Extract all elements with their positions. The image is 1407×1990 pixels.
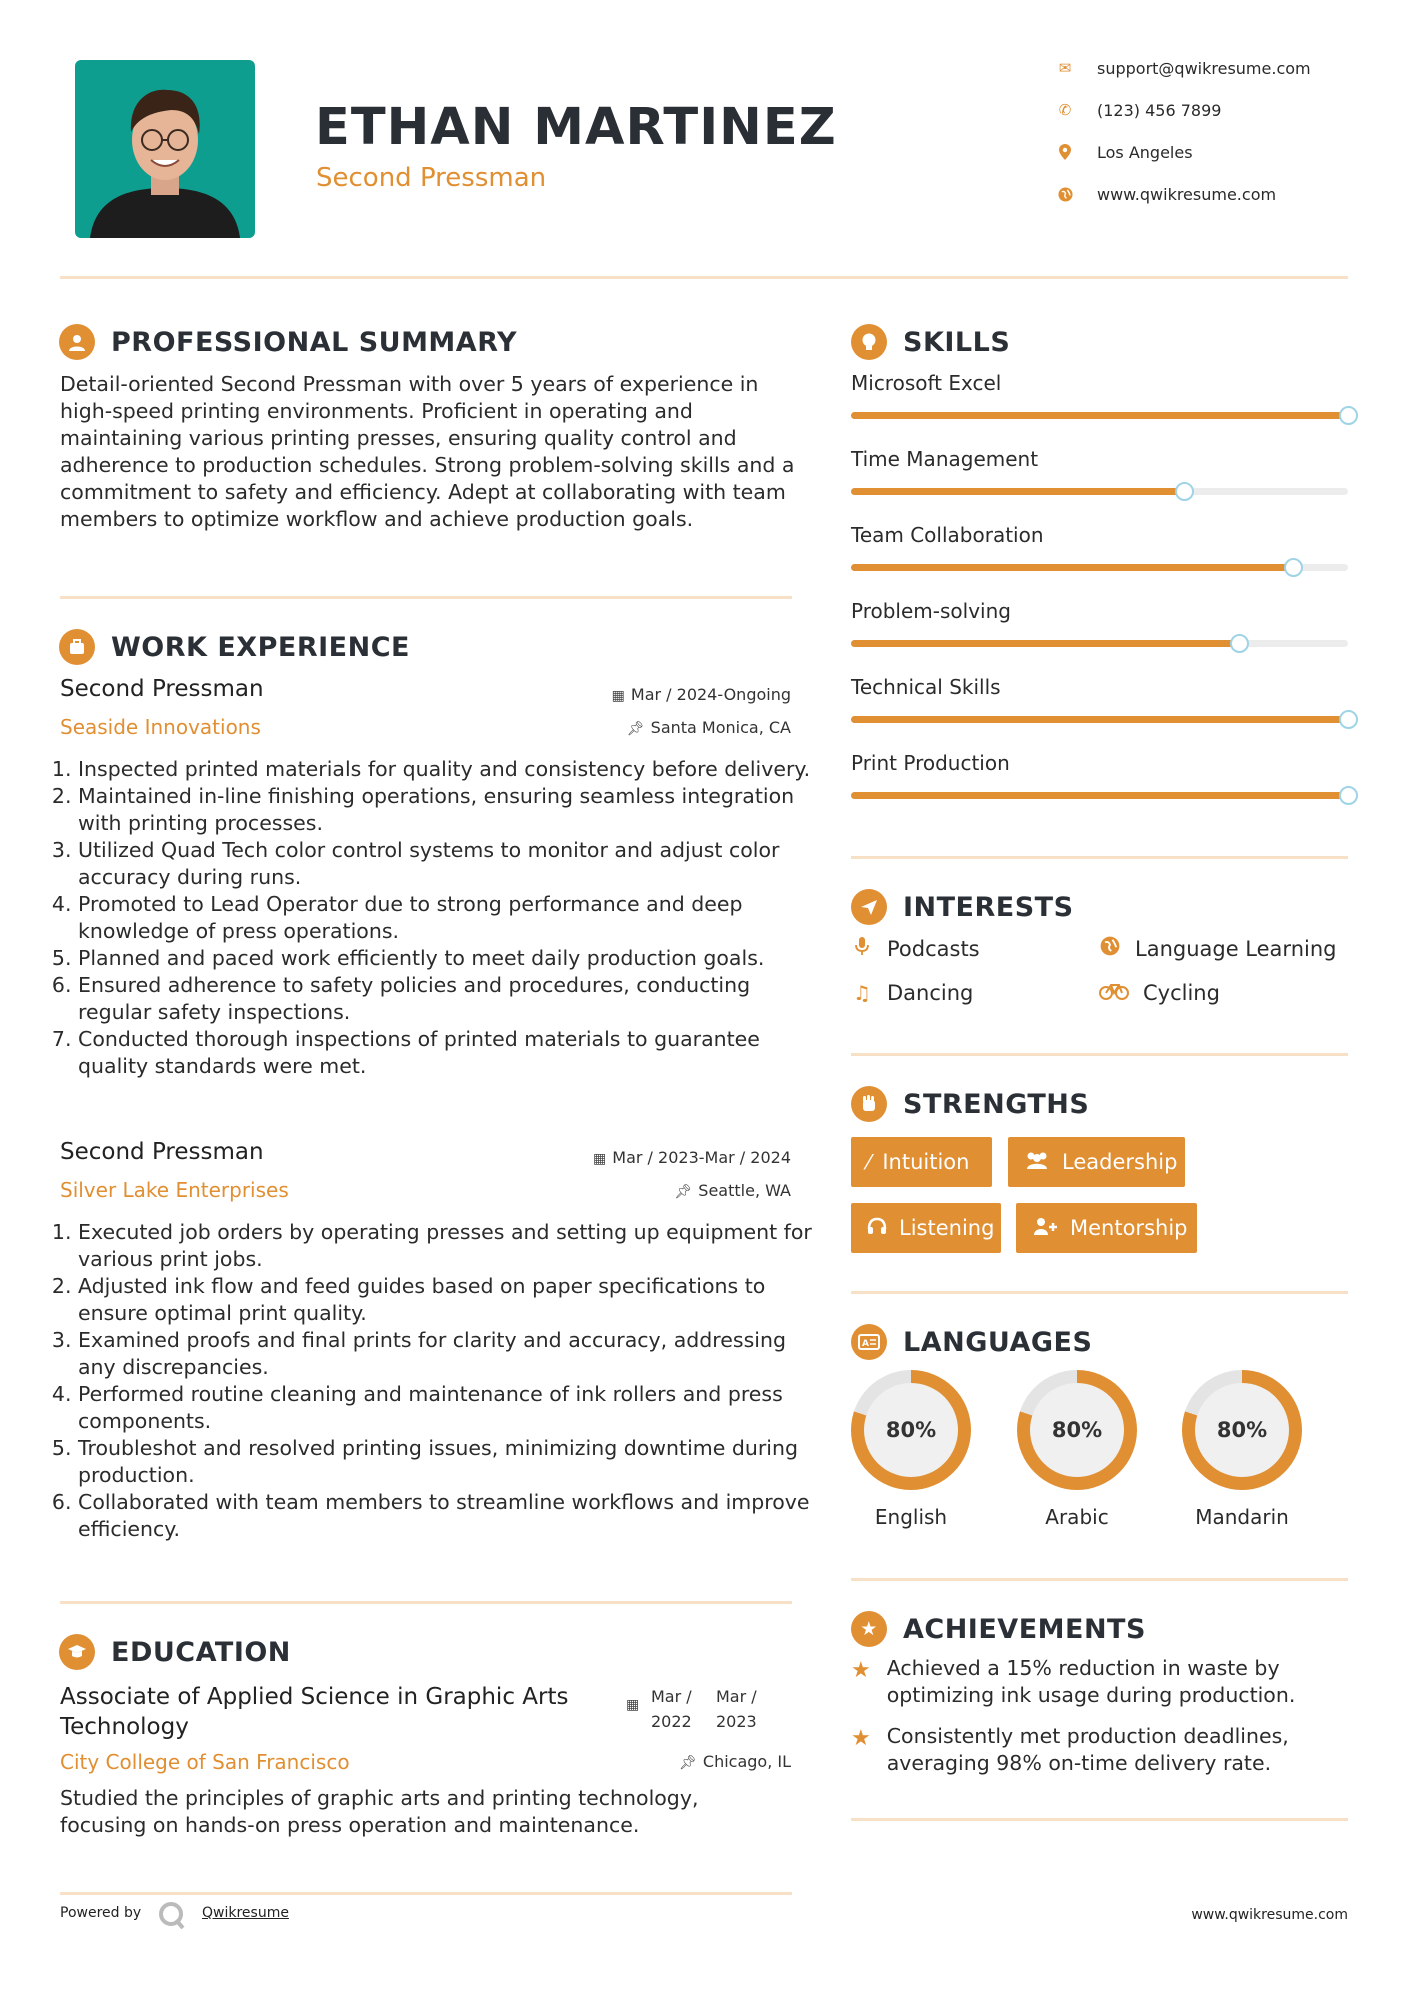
interest-podcasts: [851, 936, 980, 961]
experience-divider: [60, 1601, 792, 1604]
list-item: 3. Utilized Quad Tech color control systems to monitor and adjust color accuracy during runs.: [78, 837, 818, 891]
job-1-location: [627, 718, 791, 737]
contact-phone-text: (123) 456 7899: [1097, 100, 1222, 120]
svg-text:A: A: [862, 1339, 870, 1349]
experience-title: WORK EXPERIENCE: [111, 631, 410, 663]
job-2-date: [593, 1148, 791, 1167]
contact-website-text: www.qwikresume.com: [1097, 184, 1277, 204]
list-item: 2. Adjusted ink flow and feed guides based on paper specifications to ensure optimal print quality.: [78, 1273, 818, 1327]
calendar-icon: ▦: [626, 1697, 640, 1713]
languages-heading: [851, 1324, 1092, 1360]
list-item: 4. Promoted to Lead Operator due to strong performance and deep knowledge of press operations.: [78, 891, 818, 945]
contact-email-text: support@qwikresume.com: [1097, 58, 1311, 78]
skill-bar-knob: [1339, 786, 1358, 805]
job-2-duties: [56, 1219, 818, 1543]
paper-plane-icon: [851, 889, 887, 925]
contact-phone[interactable]: [1055, 100, 1221, 120]
education-date-start: Mar / 2022: [651, 1687, 692, 1731]
skill-bar-knob: [1230, 634, 1249, 653]
list-item: 2. Maintained in-line finishing operations, ensuring seamless integration with printing processes.: [78, 783, 818, 837]
footer-divider-left: [60, 1892, 792, 1895]
interest-label: Podcasts: [887, 936, 980, 961]
headphones-icon: [867, 1216, 887, 1240]
job-1-date-text: Mar / 2024-Ongoing: [630, 685, 791, 704]
language-percent: 80%: [864, 1383, 958, 1477]
strength-intuition: [851, 1137, 992, 1187]
powered-by-label: Powered by: [60, 1905, 142, 1921]
skills-heading: [851, 324, 1010, 360]
skill-bar-fill: [851, 564, 1293, 571]
user-icon: [59, 324, 95, 360]
map-pin-icon: [1055, 142, 1075, 162]
skill-label: Team Collaboration: [851, 523, 1044, 547]
contact-location-text: Los Angeles: [1097, 142, 1193, 162]
interest-language-learning: [1099, 936, 1336, 961]
skill-label: Technical Skills: [851, 675, 1001, 699]
calendar-icon: ▦: [593, 1151, 607, 1167]
candidate-role: Second Pressman: [316, 163, 547, 193]
achievement-item: [851, 1655, 1331, 1709]
briefcase-icon: [59, 629, 95, 665]
achievements-title: ACHIEVEMENTS: [903, 1613, 1146, 1645]
qwikresume-link[interactable]: Qwikresume: [202, 1905, 289, 1921]
summary-text: Detail-oriented Second Pressman with over 5 years of experience in high-speed printing environments. Proficient in operating and maintaining various printing presses, ensuring quality control and adherence to production schedules. Strong problem-solving skills and a commitment to safety and efficiency. Adept at collaborating with team members to optimize workflow and achieve production goals.: [60, 372, 795, 531]
job-1-location-text: Santa Monica, CA: [650, 718, 791, 737]
summary-heading: [59, 324, 517, 360]
skill-bar-fill: [851, 640, 1239, 647]
skill-bar-fill: [851, 488, 1184, 495]
contact-website[interactable]: [1055, 184, 1276, 204]
shooting-star-icon: ★: [851, 1658, 871, 1683]
skill-bar: [851, 716, 1348, 723]
experience-heading: [59, 629, 410, 665]
skill-bar-knob: [1284, 558, 1303, 577]
user-plus-icon: [1032, 1216, 1058, 1240]
globe-icon: [1055, 184, 1075, 204]
interests-divider: [851, 1053, 1348, 1056]
pushpin-icon: 📌︎: [674, 1184, 693, 1200]
shooting-star-icon: ★: [851, 1726, 871, 1751]
interest-label: Language Learning: [1135, 936, 1337, 961]
language-label: Mandarin: [1195, 1505, 1289, 1529]
achievement-text: Achieved a 15% reduction in waste by optimizing ink usage during production.: [886, 1656, 1296, 1707]
strength-label: Listening: [899, 1216, 995, 1240]
list-item: 5. Troubleshot and resolved printing issues, minimizing downtime during production.: [78, 1435, 818, 1489]
strengths-title: STRENGTHS: [903, 1088, 1090, 1120]
achievement-item: [851, 1723, 1331, 1777]
strengths-divider: [851, 1291, 1348, 1294]
skill-bar: [851, 488, 1348, 495]
skills-divider: [851, 856, 1348, 859]
education-date-end: Mar / 2023: [716, 1687, 757, 1731]
summary-divider: [60, 596, 792, 599]
language-progress-ring: [1182, 1370, 1302, 1490]
calendar-icon: ▦: [611, 688, 625, 704]
microphone-icon: [851, 936, 873, 961]
profile-photo: [75, 60, 255, 238]
skill-bar: [851, 640, 1348, 647]
language-progress-ring: [851, 1370, 971, 1490]
job-2-company: Silver Lake Enterprises: [60, 1178, 289, 1202]
list-item: 4. Performed routine cleaning and maintenance of ink rollers and press components.: [78, 1381, 818, 1435]
skills-title: SKILLS: [903, 326, 1011, 358]
list-item: 5. Planned and paced work efficiently to meet daily production goals.: [78, 945, 818, 972]
footer-website-link[interactable]: www.qwikresume.com: [1191, 1907, 1348, 1923]
list-item: 1. Executed job orders by operating presses and setting up equipment for various print jobs.: [78, 1219, 818, 1273]
skill-label: Print Production: [851, 751, 1010, 775]
strength-label: Mentorship: [1070, 1216, 1188, 1240]
music-note-icon: ♫: [853, 981, 871, 1005]
lightbulb-icon: [851, 324, 887, 360]
list-item: 6. Ensured adherence to safety policies and procedures, conducting regular safety inspections.: [78, 972, 818, 1026]
skill-bar-knob: [1339, 406, 1358, 425]
strength-listening: [851, 1203, 1001, 1253]
bicycle-icon: [1099, 981, 1129, 1005]
users-icon: [1024, 1150, 1050, 1174]
interest-label: Dancing: [887, 981, 974, 1005]
qwikresume-logo-icon: [156, 1900, 188, 1934]
skill-bar: [851, 792, 1348, 799]
education-description: Studied the principles of graphic arts and printing technology, focusing on hands-on press operation and maintenance.: [60, 1786, 699, 1837]
education-location-text: Chicago, IL: [702, 1752, 791, 1771]
phone-icon: ✆: [1058, 101, 1072, 119]
interests-title: INTERESTS: [903, 891, 1074, 923]
languages-title: LANGUAGES: [903, 1326, 1093, 1358]
strength-label: Intuition: [882, 1150, 970, 1174]
pushpin-icon: 📌︎: [626, 721, 645, 737]
interests-heading: [851, 889, 1074, 925]
job-2-location-text: Seattle, WA: [698, 1181, 791, 1200]
job-2-location: [675, 1181, 791, 1200]
education-heading: [59, 1634, 291, 1670]
job-2-title: Second Pressman: [60, 1139, 264, 1165]
skill-bar-fill: [851, 412, 1348, 419]
skill-bar-knob: [1175, 482, 1194, 501]
magic-wand-icon: ⁄: [867, 1150, 871, 1174]
achievements-divider: [851, 1818, 1348, 1821]
language-card-icon: [851, 1324, 887, 1360]
job-1-duties: [56, 756, 818, 1080]
school-name: City College of San Francisco: [60, 1750, 350, 1774]
header-divider: [60, 276, 1348, 279]
star-badge-icon: ★: [851, 1611, 887, 1647]
strength-label: Leadership: [1062, 1150, 1178, 1174]
skill-label: Time Management: [851, 447, 1039, 471]
language-percent: 80%: [1030, 1383, 1124, 1477]
fist-icon: [851, 1086, 887, 1122]
skill-bar-fill: [851, 716, 1348, 723]
language-label: English: [874, 1505, 948, 1529]
degree-title: Associate of Applied Science in Graphic Arts Technology: [60, 1684, 569, 1740]
list-item: 1. Inspected printed materials for quality and consistency before delivery.: [78, 756, 818, 783]
interest-dancing: [851, 981, 973, 1005]
graduation-icon: [59, 1634, 95, 1670]
education-title: EDUCATION: [111, 1636, 291, 1668]
skill-label: Problem-solving: [851, 599, 1011, 623]
summary-title: PROFESSIONAL SUMMARY: [111, 326, 518, 358]
language-percent: 80%: [1195, 1383, 1289, 1477]
interest-label: Cycling: [1143, 981, 1220, 1005]
contact-location: [1055, 142, 1193, 162]
list-item: 6. Collaborated with team members to streamline workflows and improve efficiency.: [78, 1489, 818, 1543]
education-location: [679, 1752, 791, 1771]
envelope-icon: ✉: [1058, 59, 1072, 77]
globe-icon: [1099, 936, 1121, 961]
list-item: 7. Conducted thorough inspections of printed materials to guarantee quality standards were met.: [78, 1026, 818, 1080]
person-avatar-icon: [75, 60, 255, 238]
achievement-text: Consistently met production deadlines, averaging 98% on-time delivery rate.: [886, 1724, 1289, 1775]
contact-email[interactable]: [1055, 58, 1311, 78]
skill-bar: [851, 564, 1348, 571]
language-label: Arabic: [1045, 1505, 1109, 1529]
skill-bar-fill: [851, 792, 1348, 799]
skill-bar-knob: [1339, 710, 1358, 729]
candidate-name: ETHAN MARTINEZ: [315, 98, 837, 157]
list-item: 3. Examined proofs and final prints for clarity and accuracy, addressing any discrepancies.: [78, 1327, 818, 1381]
job-1-date: [612, 685, 791, 704]
languages-divider: [851, 1578, 1348, 1581]
job-1-title: Second Pressman: [60, 676, 264, 702]
skill-label: Microsoft Excel: [851, 371, 1002, 395]
pushpin-icon: 📌︎: [679, 1755, 697, 1771]
interest-cycling: [1099, 981, 1220, 1005]
job-1-company: Seaside Innovations: [60, 715, 261, 739]
strength-leadership: [1008, 1137, 1185, 1187]
achievements-heading: [851, 1611, 1146, 1647]
job-2-date-text: Mar / 2023-Mar / 2024: [612, 1148, 791, 1167]
strengths-heading: [851, 1086, 1089, 1122]
skill-bar: [851, 412, 1348, 419]
language-progress-ring: [1017, 1370, 1137, 1490]
strength-mentorship: [1016, 1203, 1197, 1253]
